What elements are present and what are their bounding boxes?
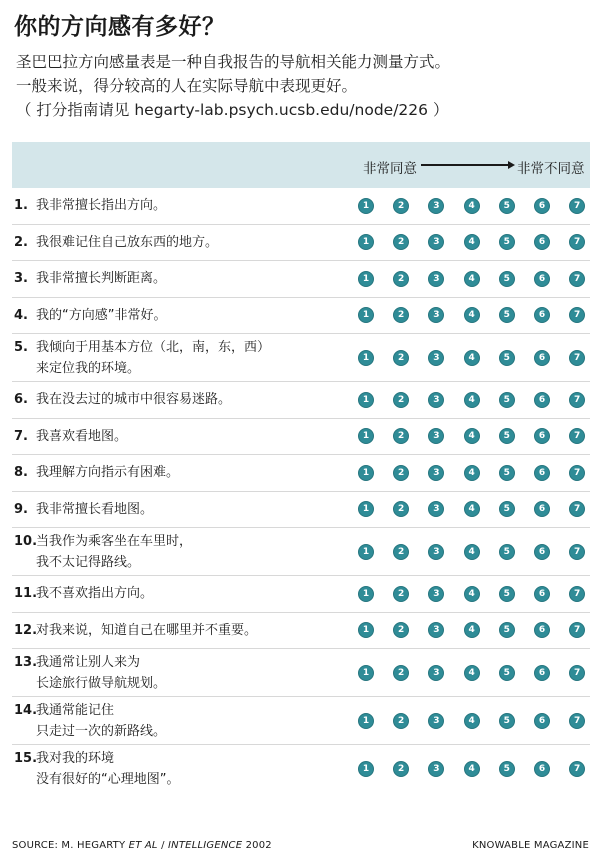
question-text-line: 长途旅行做导航规划。 (36, 675, 167, 691)
rating-options (358, 501, 588, 517)
rating-option-2[interactable]: 2 (393, 350, 409, 366)
rating-option-2[interactable]: 2 (393, 713, 409, 729)
question-text-line: 我在没去过的城市中很容易迷路。 (36, 392, 232, 408)
rating-option-1[interactable]: 1 (358, 198, 374, 214)
rating-option-3[interactable]: 3 (428, 234, 444, 250)
question-row (12, 455, 590, 492)
source-separator: / (157, 840, 169, 851)
question-text-line: 只走过一次的新路线。 (36, 723, 167, 739)
rating-option-3[interactable]: 3 (428, 198, 444, 214)
rating-options (358, 761, 588, 777)
question-text-line: 对我来说，知道自己在哪里并不重要。 (36, 622, 258, 638)
rating-option-5[interactable]: 5 (499, 271, 515, 287)
question-number: 9. (14, 501, 28, 517)
rating-option-4[interactable]: 4 (464, 307, 480, 323)
rating-option-5[interactable]: 5 (499, 307, 515, 323)
rating-option-5[interactable]: 5 (499, 465, 515, 481)
rating-options (358, 307, 588, 323)
rating-options (358, 198, 588, 214)
rating-option-1[interactable]: 1 (358, 234, 374, 250)
question-row (12, 613, 590, 650)
rating-option-3[interactable]: 3 (428, 428, 444, 444)
rating-option-5[interactable]: 5 (499, 501, 515, 517)
source-etal: ET AL (128, 840, 158, 851)
question-number: 6. (14, 392, 28, 408)
rating-option-5[interactable]: 5 (499, 713, 515, 729)
rating-option-1[interactable]: 1 (358, 465, 374, 481)
rating-option-5[interactable]: 5 (499, 198, 515, 214)
question-number: 3. (14, 271, 28, 287)
question-text-line: 我通常能记住 (36, 702, 115, 718)
rating-option-5[interactable]: 5 (499, 392, 515, 408)
rating-option-7[interactable]: 7 (569, 622, 585, 638)
rating-option-3[interactable]: 3 (428, 761, 444, 777)
rating-option-2[interactable]: 2 (393, 428, 409, 444)
question-text (36, 620, 257, 641)
question-number: 1. (14, 198, 28, 214)
rating-option-6[interactable]: 6 (534, 234, 550, 250)
question-number: 11. (14, 586, 38, 602)
rating-option-5[interactable]: 5 (499, 350, 515, 366)
question-text-line: 我通常让别人来为 (36, 654, 141, 670)
rating-options (358, 622, 588, 638)
rating-option-4[interactable]: 4 (464, 713, 480, 729)
rating-option-2[interactable]: 2 (393, 271, 409, 287)
question-number: 2. (14, 234, 28, 250)
rating-option-6[interactable]: 6 (534, 198, 550, 214)
question-row (12, 697, 590, 745)
question-number: 7. (14, 428, 28, 444)
rating-option-6[interactable]: 6 (534, 713, 550, 729)
question-text (36, 305, 166, 326)
question-text (36, 232, 218, 253)
question-text (36, 426, 127, 447)
rating-option-5[interactable]: 5 (499, 665, 515, 681)
question-number: 14. (14, 702, 38, 718)
rating-option-5[interactable]: 5 (499, 544, 515, 560)
question-number: 13. (14, 654, 38, 670)
rating-option-3[interactable]: 3 (428, 586, 444, 602)
rating-option-4[interactable]: 4 (464, 665, 480, 681)
rating-option-1[interactable]: 1 (358, 501, 374, 517)
rating-options (358, 271, 588, 287)
question-text (36, 531, 192, 573)
rating-option-4[interactable]: 4 (464, 622, 480, 638)
rating-options (358, 544, 588, 560)
rating-option-3[interactable]: 3 (428, 665, 444, 681)
rating-option-2[interactable]: 2 (393, 622, 409, 638)
question-text-line: 我理解方向指示有困难。 (36, 465, 180, 481)
rating-option-7[interactable]: 7 (569, 761, 585, 777)
question-text-line: 我对我的环境 (36, 750, 115, 766)
rating-option-2[interactable]: 2 (393, 465, 409, 481)
intro-line: （ 打分指南请见 hegarty-lab.psych.ucsb.edu/node/226 ） (16, 101, 449, 119)
rating-option-4[interactable]: 4 (464, 501, 480, 517)
rating-option-7[interactable]: 7 (569, 271, 585, 287)
question-text-line: 我非常擅长指出方向。 (36, 198, 167, 214)
scale-header (12, 142, 590, 188)
rating-option-2[interactable]: 2 (393, 586, 409, 602)
rating-option-4[interactable]: 4 (464, 234, 480, 250)
rating-options (358, 392, 588, 408)
rating-option-7[interactable]: 7 (569, 307, 585, 323)
rating-options (358, 586, 588, 602)
question-text-line: 我不喜欢指出方向。 (36, 586, 154, 602)
question-text (36, 195, 166, 216)
question-text-line: 我倾向于用基本方位（北，南，东，西） (36, 339, 271, 355)
question-text-line: 当我作为乘客坐在车里时， (36, 533, 193, 549)
question-list (12, 188, 590, 792)
rating-option-7[interactable]: 7 (569, 501, 585, 517)
question-row (12, 528, 590, 576)
rating-option-2[interactable]: 2 (393, 198, 409, 214)
rating-option-6[interactable]: 6 (534, 465, 550, 481)
rating-option-3[interactable]: 3 (428, 307, 444, 323)
rating-option-7[interactable]: 7 (569, 586, 585, 602)
rating-option-1[interactable]: 1 (358, 307, 374, 323)
rating-option-4[interactable]: 4 (464, 761, 480, 777)
question-text-line: 我非常擅长判断距离。 (36, 271, 167, 287)
intro-line: 一般来说，得分较高的人在实际导航中表现更好。 (16, 77, 358, 95)
question-text (36, 337, 270, 379)
question-text (36, 268, 166, 289)
rating-options (358, 713, 588, 729)
question-number: 12. (14, 622, 38, 638)
question-text-line: 我不太记得路线。 (36, 554, 141, 570)
rating-option-4[interactable]: 4 (464, 392, 480, 408)
question-row (12, 261, 590, 298)
rating-option-7[interactable]: 7 (569, 234, 585, 250)
rating-option-7[interactable]: 7 (569, 544, 585, 560)
question-row (12, 745, 590, 792)
rating-option-5[interactable]: 5 (499, 428, 515, 444)
page-title: 你的方向感有多好？ (14, 14, 226, 40)
rating-option-7[interactable]: 7 (569, 198, 585, 214)
rating-option-6[interactable]: 6 (534, 307, 550, 323)
rating-option-2[interactable]: 2 (393, 307, 409, 323)
question-text (36, 748, 179, 790)
rating-options (358, 350, 588, 366)
rating-option-1[interactable]: 1 (358, 622, 374, 638)
question-row (12, 298, 590, 335)
rating-option-2[interactable]: 2 (393, 234, 409, 250)
question-row (12, 649, 590, 697)
rating-option-2[interactable]: 2 (393, 392, 409, 408)
rating-option-1[interactable]: 1 (358, 428, 374, 444)
rating-option-1[interactable]: 1 (358, 544, 374, 560)
rating-option-7[interactable]: 7 (569, 665, 585, 681)
rating-option-2[interactable]: 2 (393, 501, 409, 517)
question-text-line: 我喜欢看地图。 (36, 428, 128, 444)
question-text (36, 652, 166, 694)
rating-option-7[interactable]: 7 (569, 428, 585, 444)
rating-option-6[interactable]: 6 (534, 544, 550, 560)
rating-option-3[interactable]: 3 (428, 713, 444, 729)
question-text-line: 来定位我的环境。 (36, 360, 141, 376)
question-row (12, 576, 590, 613)
rating-option-7[interactable]: 7 (569, 713, 585, 729)
question-row (12, 492, 590, 529)
question-number: 5. (14, 339, 28, 355)
rating-option-6[interactable]: 6 (534, 665, 550, 681)
rating-option-6[interactable]: 6 (534, 501, 550, 517)
rating-option-6[interactable]: 6 (534, 428, 550, 444)
rating-option-5[interactable]: 5 (499, 234, 515, 250)
rating-options (358, 465, 588, 481)
rating-option-5[interactable]: 5 (499, 761, 515, 777)
question-text (36, 583, 153, 604)
publisher-credit: KNOWABLE MAGAZINE (472, 840, 589, 851)
question-number: 8. (14, 465, 28, 481)
rating-option-2[interactable]: 2 (393, 665, 409, 681)
intro-line: 圣巴巴拉方向感量表是一种自我报告的导航相关能力测量方式。 (16, 53, 451, 71)
rating-option-2[interactable]: 2 (393, 761, 409, 777)
rating-option-4[interactable]: 4 (464, 465, 480, 481)
question-row (12, 225, 590, 262)
rating-option-7[interactable]: 7 (569, 465, 585, 481)
rating-option-1[interactable]: 1 (358, 392, 374, 408)
rating-option-6[interactable]: 6 (534, 350, 550, 366)
rating-option-7[interactable]: 7 (569, 392, 585, 408)
rating-option-5[interactable]: 5 (499, 622, 515, 638)
rating-option-3[interactable]: 3 (428, 622, 444, 638)
rating-option-6[interactable]: 6 (534, 392, 550, 408)
rating-option-4[interactable]: 4 (464, 544, 480, 560)
question-text-line: 我很难记住自己放东西的地方。 (36, 234, 219, 250)
rating-option-1[interactable]: 1 (358, 761, 374, 777)
rating-option-3[interactable]: 3 (428, 544, 444, 560)
question-text (36, 462, 179, 483)
rating-option-1[interactable]: 1 (358, 271, 374, 287)
source-journal: INTELLIGENCE (168, 840, 243, 851)
rating-option-5[interactable]: 5 (499, 586, 515, 602)
question-row (12, 188, 590, 225)
question-row (12, 334, 590, 382)
rating-option-4[interactable]: 4 (464, 428, 480, 444)
question-text-line: 我的“方向感”非常好。 (36, 307, 167, 323)
rating-option-1[interactable]: 1 (358, 713, 374, 729)
scale-agree-label: 非常同意 (363, 161, 417, 177)
question-text-line: 没有很好的“心理地图”。 (36, 771, 180, 787)
question-text (36, 499, 153, 520)
intro-text (16, 50, 450, 122)
rating-option-3[interactable]: 3 (428, 271, 444, 287)
rating-option-4[interactable]: 4 (464, 350, 480, 366)
rating-options (358, 428, 588, 444)
scale-arrow-icon (421, 164, 509, 166)
rating-option-6[interactable]: 6 (534, 586, 550, 602)
question-text-line: 我非常擅长看地图。 (36, 501, 154, 517)
source-prefix: SOURCE: M. HEGARTY (12, 840, 129, 851)
rating-option-3[interactable]: 3 (428, 392, 444, 408)
question-row (12, 419, 590, 456)
rating-option-7[interactable]: 7 (569, 350, 585, 366)
question-number: 4. (14, 307, 28, 323)
question-text (36, 389, 231, 410)
rating-option-1[interactable]: 1 (358, 350, 374, 366)
scale-disagree-label: 非常不同意 (517, 161, 585, 177)
source-year: 2002 (242, 840, 272, 851)
question-number: 15. (14, 750, 38, 766)
rating-option-2[interactable]: 2 (393, 544, 409, 560)
question-row (12, 382, 590, 419)
question-text (36, 700, 166, 742)
question-number: 10. (14, 533, 38, 549)
rating-options (358, 234, 588, 250)
rating-option-6[interactable]: 6 (534, 271, 550, 287)
rating-option-3[interactable]: 3 (428, 350, 444, 366)
rating-option-6[interactable]: 6 (534, 761, 550, 777)
rating-option-3[interactable]: 3 (428, 501, 444, 517)
rating-option-1[interactable]: 1 (358, 665, 374, 681)
source-credit (12, 840, 272, 851)
rating-option-4[interactable]: 4 (464, 586, 480, 602)
rating-option-1[interactable]: 1 (358, 586, 374, 602)
rating-option-4[interactable]: 4 (464, 198, 480, 214)
rating-options (358, 665, 588, 681)
rating-option-4[interactable]: 4 (464, 271, 480, 287)
rating-option-3[interactable]: 3 (428, 465, 444, 481)
rating-option-6[interactable]: 6 (534, 622, 550, 638)
